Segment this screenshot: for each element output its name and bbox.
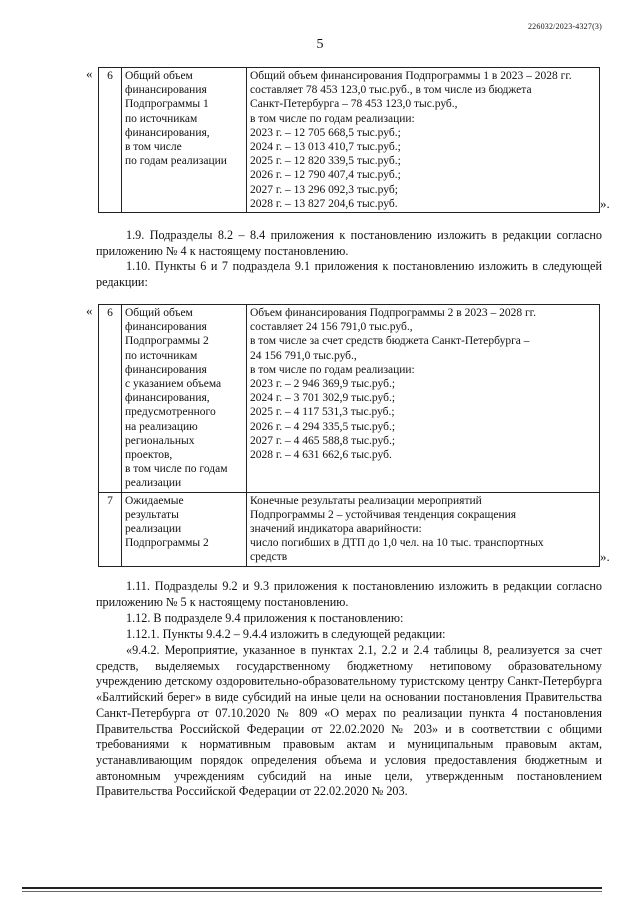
cell-line: составляет 78 453 123,0 тыс.руб., в том числе из бюджета [250, 84, 532, 97]
cell-line: в том числе [125, 141, 182, 154]
cell-line: средств [250, 551, 288, 564]
row-label [122, 68, 247, 213]
cell-line: 2028 г. – 4 631 662,6 тыс.руб. [250, 449, 392, 462]
cell-line: в том числе за счет средств бюджета Санкт-Петербурга – [250, 335, 530, 348]
row-value [247, 68, 600, 213]
cell-line: по годам реализации [125, 155, 227, 168]
cell-line: 24 156 791,0 тыс.руб., [250, 349, 357, 362]
bottom-divider [22, 887, 602, 889]
cell-line: Конечные результаты реализации мероприятий [250, 494, 482, 507]
open-quote-1: « [86, 66, 93, 81]
close-quote-2: ». [600, 549, 610, 564]
cell-line: финансирования [125, 363, 207, 376]
cell-line: 2026 г. – 4 294 335,5 тыс.руб.; [250, 420, 396, 433]
row-value [247, 305, 600, 493]
cell-line: региональных [125, 434, 195, 447]
paragraph-1-11: 1.11. Подразделы 9.2 и 9.3 приложения к постановлению изложить в редакции согласно приложению № 5 к настоящему постановлению. [96, 579, 602, 609]
cell-line: 2028 г. – 13 827 204,6 тыс.руб. [250, 197, 398, 210]
paragraph-9-4-2: «9.4.2. Мероприятие, указанное в пунктах 2.1, 2.2 и 2.4 таблицы 8, реализуется за счет средств, выделяемых государственному бюджетному нетиповому образовательному учреждению детскому оздоровительно-образовательному туристскому центру Санкт-Петербурга «Балтийский берег» в виде субсидий на иные цели на основании постановления Правительства Санкт-Петербурга от 07.10.2020 № 809 «О мерах по реализации пункта 4 постановления Правительства Российской Федерации от 22.02.2020 № 203» и в соответствии с общими требованиями к нормативным правовым актам и муниципальным правовым актам, устанавливающим порядок определения объема и условия предоставления бюджетным и автономным учреждениям субсидий на иные цели, утвержденным постановлением Правительства Российской Федерации от 22.02.2020 № 203. [96, 643, 602, 799]
cell-line: Ожидаемые [125, 494, 184, 507]
row-number: 6 [99, 68, 122, 213]
cell-line: результаты [125, 508, 179, 521]
cell-line: по источникам [125, 349, 198, 362]
cell-line: финансирования [125, 84, 207, 97]
open-quote-2: « [86, 303, 93, 318]
document-number: 226032/2023-4327(3) [527, 22, 602, 31]
paragraph-1-12: 1.12. В подразделе 9.4 приложения к постановлению: [126, 611, 404, 625]
table-row [99, 492, 600, 566]
cell-line: 2024 г. – 13 013 410,7 тыс.руб.; [250, 141, 401, 154]
cell-line: Подпрограммы 2 [125, 335, 209, 348]
cell-line: реализации [125, 523, 182, 536]
bottom-divider-thin [22, 891, 602, 892]
cell-line: 2025 г. – 12 820 339,5 тыс.руб.; [250, 155, 401, 168]
paragraph-1-9: 1.9. Подразделы 8.2 – 8.4 приложения к постановлению изложить в редакции согласно приложению № 4 к настоящему постановлению. [96, 228, 602, 258]
cell-line: Общий объем финансирования Подпрограммы 1 в 2023 – 2028 гг. [250, 70, 572, 82]
table-row [99, 305, 600, 493]
cell-line: финансирования, [125, 392, 210, 405]
cell-line: с указанием объема [125, 378, 222, 391]
cell-line: составляет 24 156 791,0 тыс.руб., [250, 321, 413, 334]
cell-line: финансирования [125, 321, 207, 334]
cell-line: значений индикатора аварийности: [250, 523, 422, 536]
cell-line: Общий объем [125, 307, 193, 319]
cell-line: 2024 г. – 3 701 302,9 тыс.руб.; [250, 392, 396, 405]
cell-line: 2023 г. – 2 946 369,9 тыс.руб.; [250, 378, 396, 391]
row-number: 7 [99, 492, 122, 566]
cell-line: 2027 г. – 13 296 092,3 тыс.руб; [250, 183, 398, 196]
table-subprogram-2 [98, 304, 600, 567]
paragraph-1-12-1: 1.12.1. Пункты 9.4.2 – 9.4.4 изложить в следующей редакции: [126, 627, 446, 641]
cell-line: в том числе по годам реализации: [250, 112, 415, 125]
cell-line: по источникам [125, 112, 198, 125]
paragraph-1-10: 1.10. Пункты 6 и 7 подраздела 9.1 приложения к постановлению изложить в следующей редакции: [96, 259, 602, 289]
cell-line: 2026 г. – 12 790 407,4 тыс.руб.; [250, 169, 401, 182]
row-number: 6 [99, 305, 122, 493]
cell-line: в том числе по годам [125, 463, 228, 476]
cell-line: Подпрограммы 1 [125, 98, 209, 111]
cell-line: Общий объем [125, 70, 193, 82]
cell-line: Подпрограммы 2 – устойчивая тенденция сокращения [250, 508, 517, 521]
close-quote-1: ». [600, 196, 610, 211]
cell-line: предусмотренного [125, 406, 216, 419]
cell-line: Подпрограммы 2 [125, 537, 209, 550]
cell-line: 2025 г. – 4 117 531,3 тыс.руб.; [250, 406, 395, 419]
cell-line: на реализацию [125, 420, 198, 433]
cell-line: 2027 г. – 4 465 588,8 тыс.руб.; [250, 434, 396, 447]
row-label [122, 492, 247, 566]
cell-line: Объем финансирования Подпрограммы 2 в 2023 – 2028 гг. [250, 307, 536, 319]
cell-line: реализации [125, 477, 182, 490]
cell-line: 2023 г. – 12 705 668,5 тыс.руб.; [250, 126, 401, 139]
cell-line: проектов, [125, 449, 173, 462]
cell-line: Санкт-Петербурга – 78 453 123,0 тыс.руб., [250, 98, 458, 111]
table-subprogram-1 [98, 67, 600, 213]
table-row [99, 68, 600, 213]
cell-line: число погибших в ДТП до 1,0 чел. на 10 тыс. транспортных [250, 537, 544, 550]
row-label [122, 305, 247, 493]
row-value [247, 492, 600, 566]
page-number: 5 [316, 37, 324, 52]
cell-line: в том числе по годам реализации: [250, 363, 415, 376]
cell-line: финансирования, [125, 126, 210, 139]
